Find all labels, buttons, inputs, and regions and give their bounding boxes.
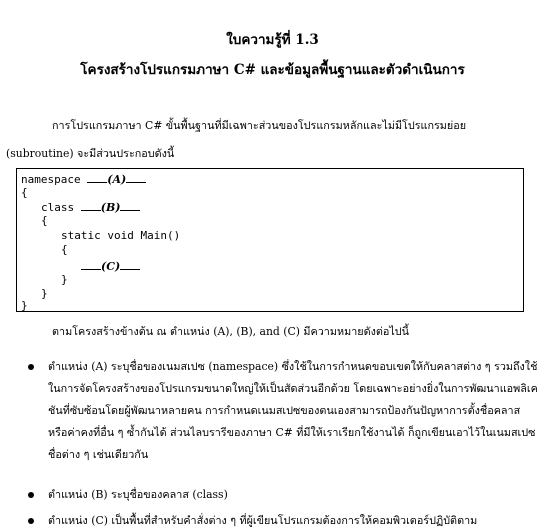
list-item-text: ตำแหน่ง (C) เป็นพื้นที่สำหรับคำสั่งต่าง ๆ ที่ผู้เขียนโปรแกรมต้องการให้คอมพิวเตอร์ปฏิบัติตาม	[48, 514, 478, 527]
bullet-icon	[28, 492, 34, 498]
code-line-class: class (B)	[41, 200, 140, 215]
placeholder-a: (A)	[107, 173, 127, 186]
code-brace: {	[21, 186, 28, 199]
intro-paragraph: การโปรแกรมภาษา C# ขั้นพื้นฐานที่มีเฉพาะส่วนของโปรแกรมหลักและไม่มีโปรแกรมย่อย (subroutine) จะมีส่วนประกอบดังนี้	[6, 119, 467, 160]
placeholder-c: (C)	[101, 260, 121, 273]
list-item-text: ตำแหน่ง (B) ระบุชื่อของคลาส (class)	[48, 488, 228, 501]
code-line-namespace: namespace (A)	[21, 172, 146, 187]
code-brace: {	[61, 243, 68, 256]
list-item-text: ตำแหน่ง (A) ระบุชื่อของเนมสเปซ (namespace) ซึ่งใช้ในการกำหนดขอบเขตให้กับคลาสต่าง ๆ รวมถึงใช้ในการจัดโครงสร้างของโปรแกรมขนาดใหญ่ให้เป็นสัดส่วนอีกด้วย โดยเฉพาะอย่างยิ่งในการพัฒนาแอพลิเคชันที่ซับซ้อนโดยผู้พัฒนาหลายคน การกำหนดเนมสเปซของตนเองสามารถป้องกันปัญหาการตั้งชื่อคลาสหรือค่าคงที่อื่น ๆ ซ้ำกันได้ ส่วนไลบรารีของภาษา C# ที่มีให้เราเรียกใช้งานได้ ก็ถูกเขียนเอาไว้ในเนมสเปซชื่อต่าง ๆ เช่นเดียวกัน	[48, 360, 538, 461]
code-brace: }	[61, 273, 68, 286]
page-title: ใบความรู้ที่ 1.3	[226, 32, 319, 48]
explanation-intro: ตามโครงสร้างข้างต้น ณ ตำแหน่ง (A), (B), and (C) มีความหมายดังต่อไปนี้	[52, 325, 410, 338]
code-line-body	[81, 259, 140, 274]
placeholder-b: (B)	[100, 201, 121, 214]
bullet-icon	[28, 518, 34, 524]
code-brace: }	[21, 299, 28, 312]
bullet-icon	[28, 364, 34, 370]
code-line-main: static void Main()	[61, 229, 181, 242]
page-subtitle: โครงสร้างโปรแกรมภาษา C# และข้อมูลพื้นฐานและตัวดำเนินการ	[80, 62, 465, 78]
code-brace: {	[41, 214, 48, 227]
code-block	[16, 168, 524, 312]
code-brace: }	[41, 287, 48, 300]
